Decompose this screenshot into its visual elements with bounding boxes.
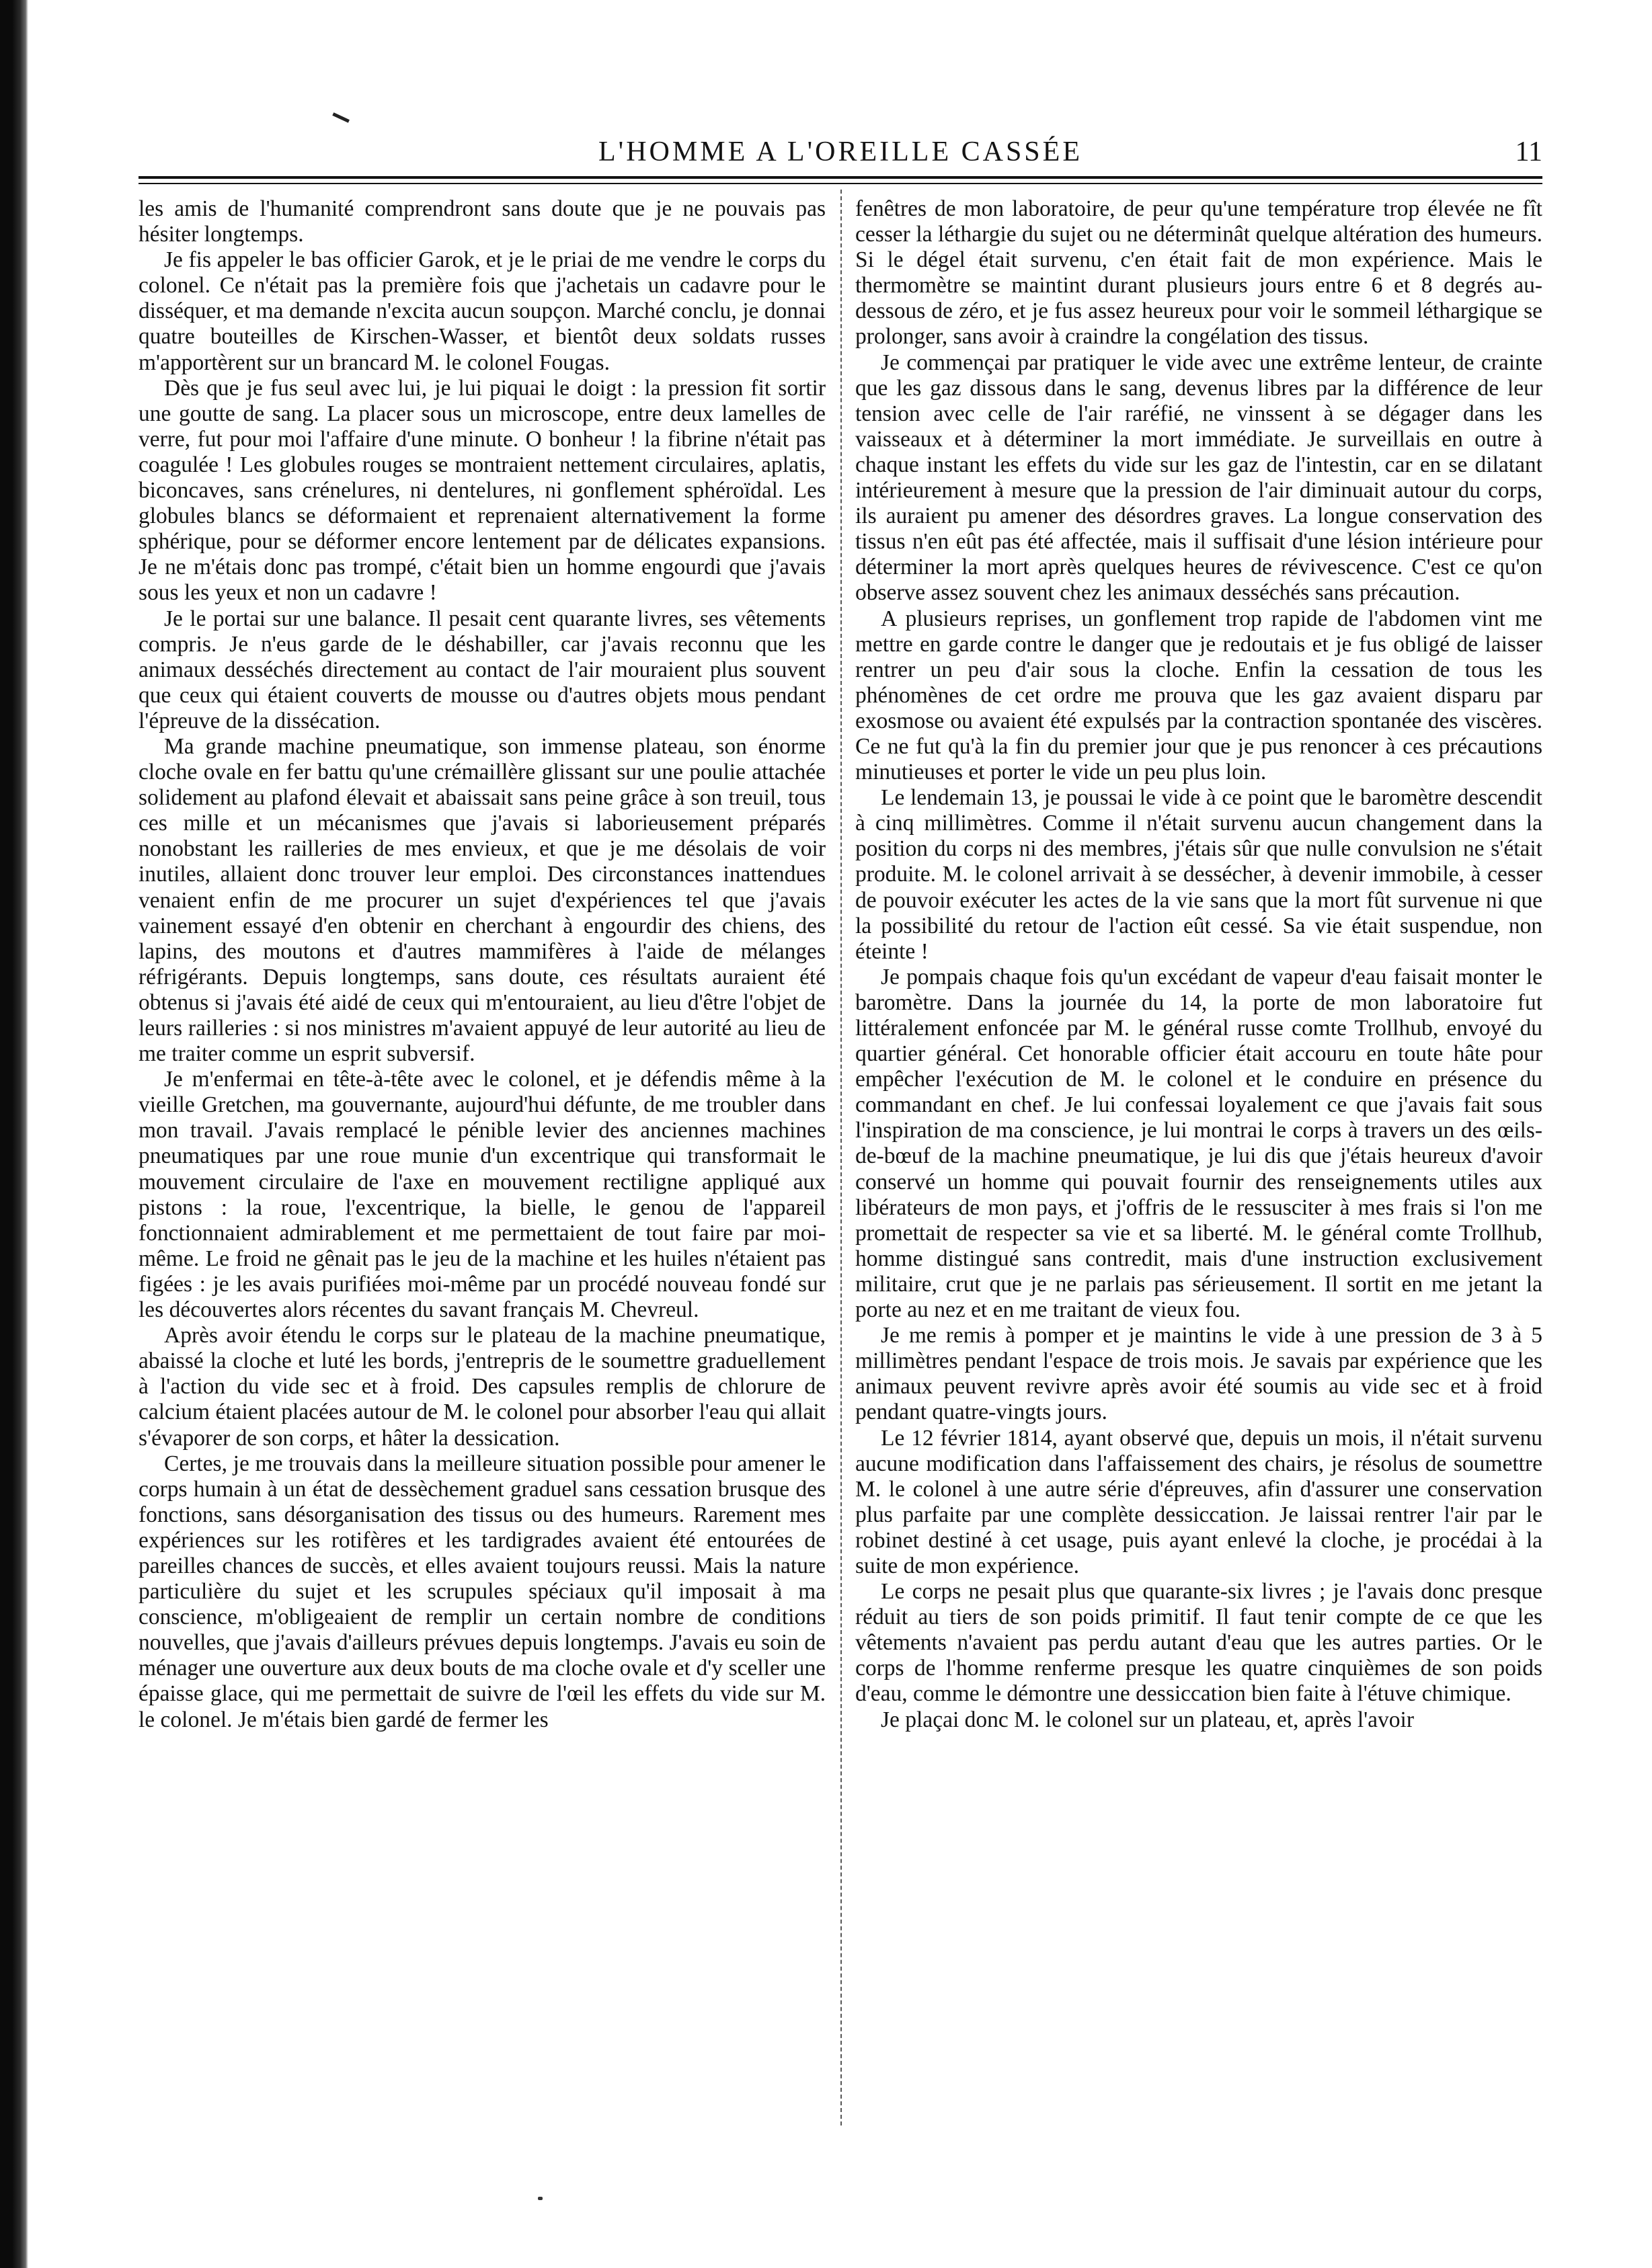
- paragraph-continuation: les amis de l'humanité comprendront sans doute que je ne pouvais pas hésiter longtemps.: [139, 196, 826, 247]
- paragraph-truncated: Je plaçai donc M. le colonel sur un plateau, et, après l'avoir: [881, 1707, 1415, 1732]
- stray-ink-dot: [538, 2197, 543, 2200]
- paragraph: A plusieurs reprises, un gonflement trop rapide de l'abdomen vint me mettre en garde contre le danger que je redoutais et je fus obligé de laisser rentrer un peu d'air sous la cloche. Enfin la cessation de tous les phénomènes de cet ordre me prouva que les gaz avaient disparu par exosmose ou avaient été expulsés par la contraction spontanée des viscères. Ce ne fut qu'à la fin du premier jour que je pus renoncer à ces précautions minutieuses et porter le vide un peu plus loin.: [855, 606, 1542, 785]
- running-title: L'HOMME A L'OREILLE CASSÉE: [598, 136, 1083, 167]
- paragraph: Ma grande machine pneumatique, son immense plateau, son énorme cloche ovale en fer battu qu'une crémaillère glissant sur une poulie attachée solidement au plafond élevait et abaissait sans peine grâce à son treuil, tous ces mille et un mécanismes que j'avais si laborieusement préparés nonobstant les railleries de mes envieux, et que je me désolais de voir inutiles, allaient donc trouver leur emploi. Des circonstances inattendues venaient enfin de me procurer un sujet d'expériences tel que j'avais vainement essayé d'en obtenir en cherchant à engourdir des chiens, des lapins, des moutons et d'autres mammifères à l'aide de mélanges réfrigérants. Depuis longtemps, sans doute, ces résultats auraient été obtenus si j'avais été aidé de ceux qui m'entouraient, au lieu d'être l'objet de leurs railleries : si nos ministres m'avaient appuyé de leur autorité au lieu de me traiter comme un esprit subversif.: [139, 733, 826, 1067]
- paragraph: Je m'enfermai en tête-à-tête avec le colonel, et je défendis même à la vieille Gretchen, ma gouvernante, aujourd'hui défunte, de me troubler dans mon travail. J'avais remplacé le pénible levier des anciennes machines pneumatiques par une roue munie d'un excentrique qui transformait le mouvement circulaire de l'axe en mouvement rectiligne appliqué aux pistons : la roue, l'excentrique, la bielle, le genou de l'appareil fonctionnaient admirablement et me permettaient de tout faire par moi-même. Le froid ne gênait pas le jeu de la machine et les huiles n'étaient pas figées : je les avais purifiées moi-même par un procédé nouveau fondé sur les découvertes alors récentes du savant français M. Chevreul.: [139, 1067, 826, 1323]
- paragraph: Le corps ne pesait plus que quarante-six livres ; je l'avais donc presque réduit au tiers de son poids primitif. Il faut tenir compte de ce que les vêtements n'avaient pas perdu autant d'eau que les autres parties. Or le corps de l'homme renferme presque les quatre cinquièmes de son poids d'eau, comme le démontre une dessiccation bien faite à l'étuve chimique.: [855, 1579, 1542, 1707]
- paragraph: Certes, je me trouvais dans la meilleure situation possible pour amener le corps humain à un état de dessèchement graduel sans cessation brusque des fonctions, sans désorganisation des tissus ou des humeurs. Rarement mes expériences sur les rotifères et les tardigrades avaient été entourées de pareilles chances de succès, et elles avaient toujours reussi. Mais la nature particulière du sujet et les scrupules spéciaux qu'il imposait à ma conscience, m'obligeaient de remplir un certain nombre de conditions nouvelles, que j'avais d'ailleurs prévues depuis longtemps. J'avais eu soin de ménager une ouverture aux deux bouts de ma cloche ovale et d'y sceller une épaisse glace, qui me permettait de suivre de l'œil les effets du vide sur M. le colonel. Je m'étais bien gardé de fermer les: [139, 1451, 826, 1732]
- header-rule-secondary: [139, 183, 1542, 184]
- paragraph: Je me remis à pomper et je maintins le vide à une pression de 3 à 5 millimètres pendant l'espace de trois mois. Je savais par expérience que les animaux peuvent revivre après avoir été soumis au vide sec et à froid pendant quatre-vingts jours.: [855, 1323, 1542, 1425]
- paragraph: Le 12 février 1814, ayant observé que, depuis un mois, il n'était survenu aucune modification dans l'affaissement des chairs, je résolus de soumettre M. le colonel à une autre série d'épreuves, afin d'assurer une conservation plus parfaite par une complète dessiccation. Je laissai rentrer l'air par le robinet destiné à cet usage, puis ayant enlevé la cloche, je procédai à la suite de mon expérience.: [855, 1425, 1542, 1578]
- page-number: 11: [1515, 136, 1542, 167]
- paragraph-continuation: fenêtres de mon laboratoire, de peur qu'une température trop élevée ne fît cesser la léthargie du sujet ou ne déterminât quelque altération des humeurs. Si le dégel était survenu, c'en était fait de mon expérience. Mais le thermomètre se maintint durant plusieurs jours entre 6 et 8 degrés au-dessous de zéro, et je fus assez heureux pour voir le sommeil léthargique se prolonger, sans avoir à craindre la congélation des tissus.: [855, 196, 1542, 350]
- page-binding-edge: [0, 0, 28, 2268]
- left-column: [139, 196, 826, 2125]
- paragraph: Dès que je fus seul avec lui, je lui piquai le doigt : la pression fit sortir une goutte de sang. La placer sous un microscope, entre deux lamelles de verre, fut pour moi l'affaire d'une minute. O bonheur ! la fibrine n'était pas coagulée ! Les globules rouges se montraient nettement circulaires, aplatis, biconcaves, sans crénelures, ni dentelures, ni gonflement sphéroïdal. Les globules blancs se déformaient et reprenaient alternativement la forme sphérique, pour se déformer encore lentement par de délicates expansions. Je ne m'étais donc pas trompé, c'était bien un homme engourdi que j'avais sous les yeux et non un cadavre !: [139, 375, 826, 606]
- header-rule: [139, 176, 1542, 179]
- paragraph: Je pompais chaque fois qu'un excédant de vapeur d'eau faisait monter le baromètre. Dans la journée du 14, la porte de mon laboratoire fut littéralement enfoncée par M. le général russe comte Trollhub, envoyé du quartier général. Cet honorable officier était accouru en toute hâte pour empêcher l'exécution de M. le colonel et le conduire en présence du commandant en chef. Je lui confessai loyalement ce que j'avais fait sous l'inspiration de ma conscience, je lui montrai le corps à travers un des œils-de-bœuf de la machine pneumatique, je lui dis que j'étais heureux d'avoir conservé un homme qui pouvait fournir des renseignements utiles aux libérateurs de mon pays, et j'offris de le ressusciter à mes frais si l'on me promettait de respecter sa vie et sa liberté. M. le général comte Trollhub, homme distingué sans contredit, mais d'une instruction exclusivement militaire, crut que je ne parlais pas sérieusement. Il sortit en me jetant la porte au nez et en me traitant de vieux fou.: [855, 964, 1542, 1323]
- paragraph: Je commençai par pratiquer le vide avec une extrême lenteur, de crainte que les gaz dissous dans le sang, devenus libres par la différence de leur tension avec celle de l'air raréfié, ne vinssent à se dégager dans les vaisseaux et à déterminer la mort immédiate. Je surveillais en outre à chaque instant les effets du vide sur les gaz de l'intestin, car en se dilatant intérieurement à mesure que la pression de l'air diminuait autour du corps, ils auraient pu amener des désordres graves. La longue conservation des tissus n'en eût pas été affectée, mais il suffisait d'une lésion intérieure pour déterminer la mort après quelques heures de révivescence. C'est ce qu'on observe assez souvent chez les animaux desséchés sans précaution.: [855, 350, 1542, 606]
- paragraph: Le lendemain 13, je poussai le vide à ce point que le baromètre descendit à cinq millimètres. Comme il n'était survenu aucun changement dans la position du corps ni des membres, j'étais sûr que nulle convulsion ne s'était produite. M. le colonel arrivait à se dessécher, à devenir immobile, à cesser de pouvoir exécuter les actes de la vie sans que la mort fût survenue ni que la possibilité du retour de l'action eût cessé. Sa vie était suspendue, non éteinte !: [855, 785, 1542, 964]
- stray-ink-mark: [329, 112, 350, 129]
- right-column: [855, 196, 1542, 2125]
- paragraph: Je le portai sur une balance. Il pesait cent quarante livres, ses vêtements compris. Je n'eus garde de le déshabiller, car j'avais reconnu que les animaux desséchés directement au contact de l'air mouraient plus souvent que ceux qui étaient couverts de mousse ou d'autres objets mous pendant l'épreuve de la dissécation.: [139, 606, 826, 733]
- column-divider: [840, 190, 842, 2125]
- paragraph: Après avoir étendu le corps sur le plateau de la machine pneumatique, abaissé la cloche et luté les bords, j'entrepris de le soumettre graduellement à l'action du vide sec et à froid. Des capsules remplis de chlorure de calcium étaient placées autour de M. le colonel pour absorber l'eau qui allait s'évaporer de son corps, et hâter la dessication.: [139, 1323, 826, 1451]
- paragraph: Je fis appeler le bas officier Garok, et je le priai de me vendre le corps du colonel. Ce n'était pas la première fois que j'achetais un cadavre pour le disséquer, et ma demande n'excita aucun soupçon. Marché conclu, je donnai quatre bouteilles de Kirschen-Wasser, et bientôt deux soldats russes m'apportèrent sur un brancard M. le colonel Fougas.: [139, 247, 826, 375]
- running-head: [139, 132, 1542, 172]
